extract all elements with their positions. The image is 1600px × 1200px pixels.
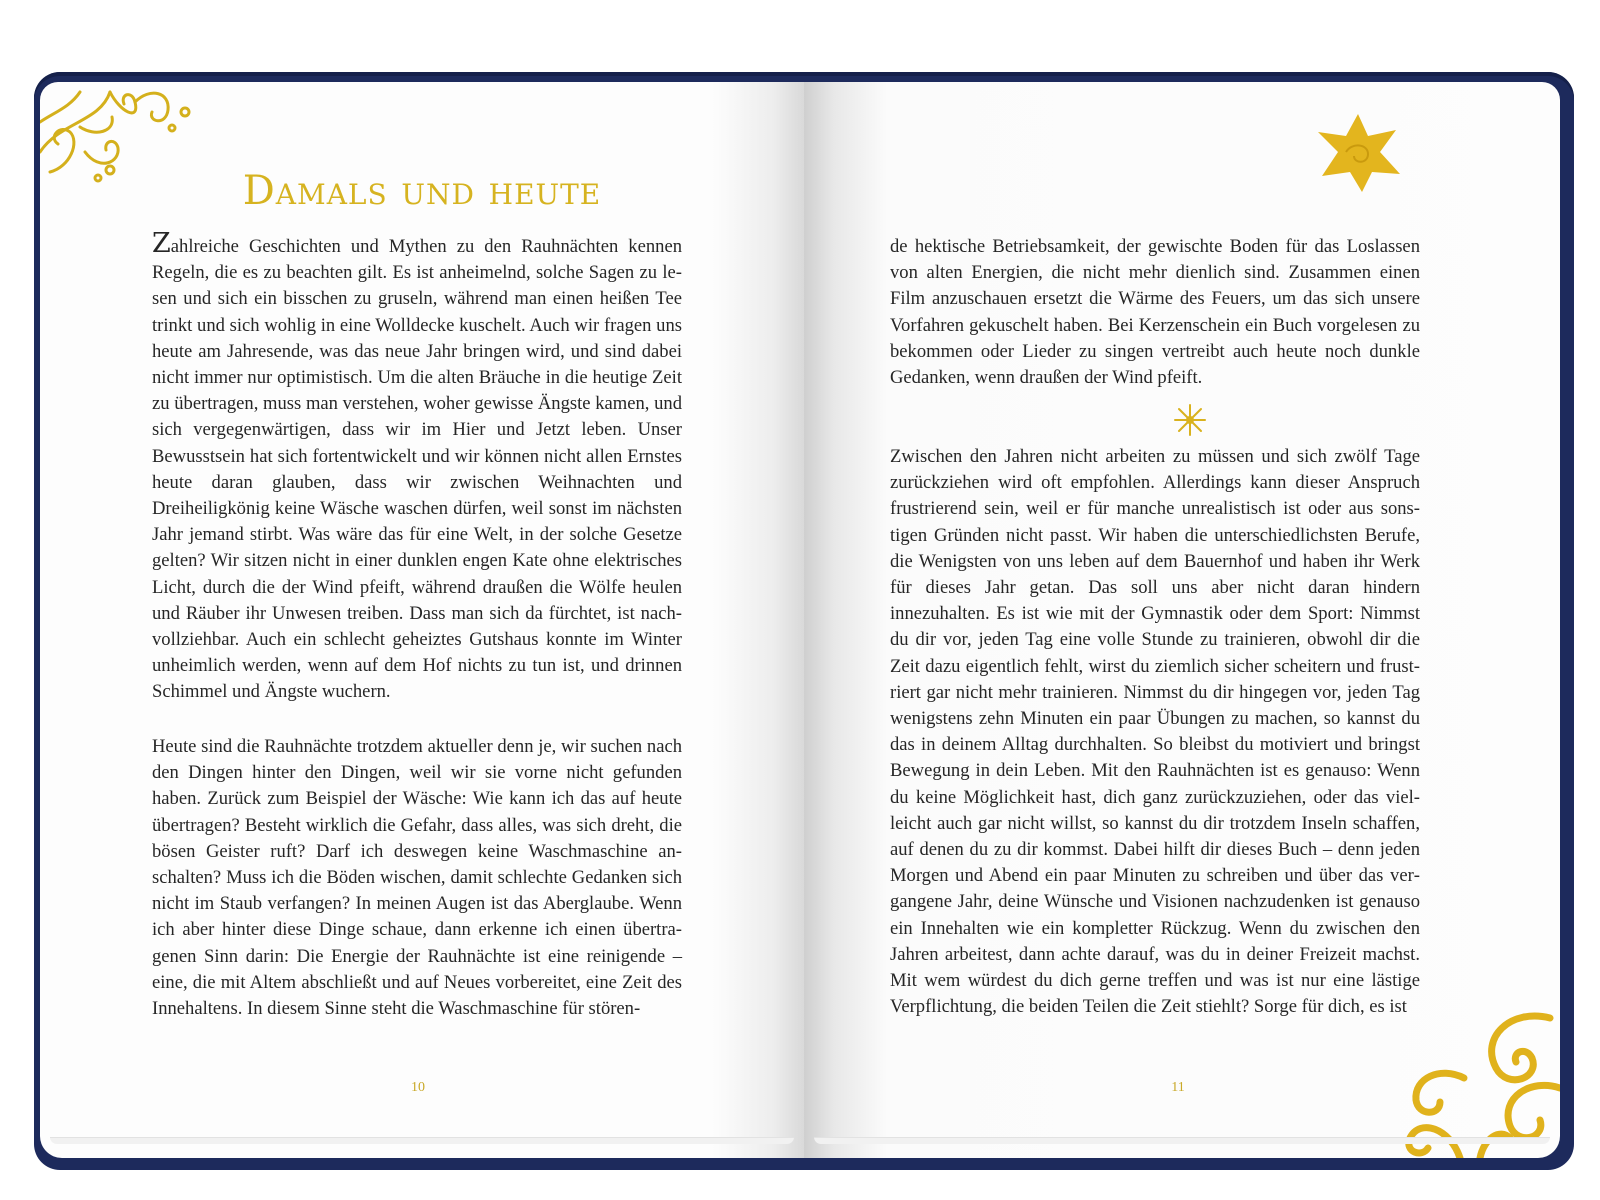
right-page: [804, 82, 1560, 1158]
page-number: 10: [411, 1080, 425, 1095]
body-paragraph: Heute sind die Rauhnächte trotzdem aktueller denn je, wir suchen nach den Dingen hinter den Dingen, weil wir sie vorne nicht gefunden haben. Zurück zum Beispiel der Wäsche: Wie kann ich das auf heute übertragen? Besteht wirklich die Gefahr, dass alles, was sich dreht, die bösen Geister ruft? Darf ich deswegen keine Waschmaschine anschalten? Muss ich die Böden wischen, damit schlechte Gedanken sich nicht im Staub verfangen? In meinen Augen ist das Aberglaube. Wenn ich aber hinter diese Dinge schaue, dann erkenne ich einen übertragenen Sinn darin: Die Energie der Rauhnächte ist eine reinigende – eine, die mit Altem abschließt und auf Neues vorbereitet, eine Zeit des Innehaltens. In diesem Sinne steht die Waschmaschine für stören-: [152, 736, 682, 1020]
drop-cap: Z: [152, 228, 171, 259]
corner-swirl-icon: [1400, 1008, 1560, 1158]
page-edge: [50, 1137, 794, 1144]
left-page: [40, 82, 804, 1158]
book-cover: [34, 72, 1574, 1170]
body-paragraph: de hektische Betriebsamkeit, der gewischte Boden für das Loslassen von alten Energien, die nicht mehr dienlich sind. Zusammen einen Film anzuschauen ersetzt die Wärme des Feuers, um das sich unsere Vorfahren gekuschelt haben. Bei Kerzenschein ein Buch vorgelesen zu bekommen oder Lieder zu singen vertreibt auch heute noch dunkle Gedanken, wenn draußen der Wind pfeift.: [890, 236, 1420, 389]
page-edge: [814, 1137, 1550, 1144]
page-number: 11: [1171, 1080, 1185, 1095]
star-icon: [1312, 112, 1404, 194]
snowflake-icon: [1172, 402, 1208, 438]
paragraph-text: ahlreiche Geschichten und Mythen zu den Rauhnächten kennen Regeln, die es zu beachten gilt. Es ist anheimelnd, solche Sagen zu lesen und sich ein bisschen zu gruseln, während man einen heißen Tee trinkt und sich wohlig in eine Wolldecke kuschelt. Auch wir fragen uns heute am Jahresende, was das neue Jahr bringen wird, und sind dabei nicht immer nur optimistisch. Um die alten Bräuche in die heutige Zeit zu übertragen, muss man verstehen, woher gewisse Ängste kamen, und sich vergegenwärtigen, dass wir im Hier und Jetzt leben. Unser Bewusstsein hat sich fortentwickelt und wir können nicht allen Ernstes heute daran glauben, dass wir zwischen Weihnachten und Dreiheiligkönig keine Wäsche waschen dürfen, weil sonst im nächsten Jahr jemand stirbt. Was wäre das für eine Welt, in der solche Gesetze gelten? Wir sitzen nicht in einer dunklen engen Kate ohne elektrisches Licht, durch die der Wind pfeift, während draußen die Wölfe heulen und Räuber ihr Unwesen treiben. Dass man sich da fürchtet, ist nachvollziehbar. Auch ein schlecht geheiztes Gutshaus konnte im Winter unheimlich werden, wenn auf dem Hof nichts zu tun ist, und drinnen Schimmel und Ängste wuchern.: [152, 236, 682, 703]
body-paragraph: [152, 228, 682, 706]
body-paragraph: Zwischen den Jahren nicht arbeiten zu müssen und sich zwölf Tage zurückziehen wird oft empfohlen. Allerdings kann dieser Anspruch frustrierend sein, weil er für manche unrealistisch ist oder aus sonstigen Gründen nicht passt. Wir haben die unterschiedlichsten Berufe, die Wenigsten von uns leben auf dem Bauernhof und haben ihr Werk für dieses Jahr getan. Das soll uns aber nicht daran hindern innezuhalten. Es ist wie mit der Gymnastik oder dem Sport: Nimmst du dir vor, jeden Tag eine volle Stunde zu trainieren, obwohl dir die Zeit dazu eigentlich fehlt, wirst du ziemlich sicher scheitern und frustriert gar nicht mehr trainieren. Nimmst du dir hingegen vor, jeden Tag wenigstens zehn Minuten ein paar Übungen zu machen, so kannst du das in deinem Alltag durchhalten. So bleibst du motiviert und bringst Bewegung in dein Leben. Mit den Rauhnächten ist es genauso: Wenn du keine Möglichkeit hast, dich ganz zurückzuziehen, oder das vielleicht auch gar nicht willst, so kannst du dir trotzdem Inseln schaffen, auf denen du zu dir kommst. Dabei hilft dir dieses Buch – denn jeden Morgen und Abend ein paar Minuten zu schreiben und über das vergangene Jahr, deine Wünsche und Visionen nachzudenken ist genauso ein Innehalten wie ein kompletter Rückzug. Wenn du zwischen den Jahren arbeitest, dann achte darauf, was du in deiner Freizeit machst. Mit wem würdest du dich gerne treffen und was ist nur eine lästige Verpflichtung, die beiden Teilen die Zeit stiehlt? Sorge für dich, es ist: [890, 446, 1420, 1018]
page-title: Damals und heute: [242, 168, 602, 214]
